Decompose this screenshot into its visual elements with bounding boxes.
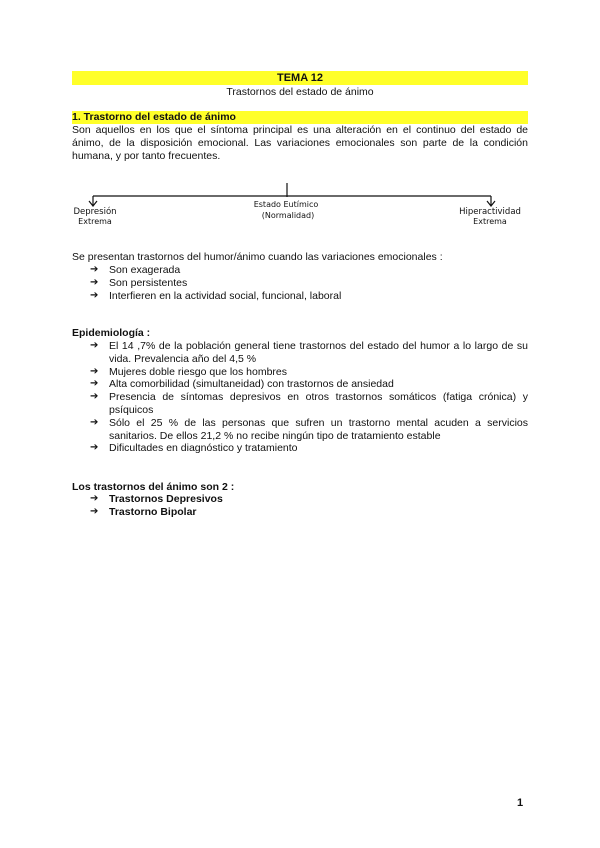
label-normality: (Normalidad): [261, 211, 315, 220]
list-item: ➔ Son persistentes: [90, 277, 528, 290]
list-item: ➔ Son exagerada: [90, 264, 528, 277]
mood-continuum-diagram: [0, 0, 600, 240]
epidemiology-heading: Epidemiología :: [72, 327, 151, 339]
variations-intro: Se presentan trastornos del humor/ánimo cuando las variaciones emocionales :: [72, 251, 443, 263]
list-item: ➔ Trastornos Depresivos: [90, 493, 390, 506]
list-item: ➔ El 14 ,7% de la población general tiene trastornos del estado del humor a lo largo de su vida. Prevalencia año del 4,5 %: [90, 340, 528, 366]
label-euthymic: Estado Eutímico: [253, 200, 319, 209]
disorder-types-list: [90, 493, 390, 519]
label-hyperactivity: Hiperactividad: [459, 207, 521, 217]
label-depression-extreme: Extrema: [78, 217, 112, 226]
document-subtitle: Trastornos del estado de ánimo: [226, 86, 374, 98]
list-item: ➔ Presencia de síntomas depresivos en otros trastornos somáticos (fatiga crónica) y psíquicos: [90, 391, 528, 417]
label-depression: Depresión: [73, 207, 117, 217]
list-item: ➔ Mujeres doble riesgo que los hombres: [90, 366, 528, 379]
list-item: ➔ Alta comorbilidad (simultaneidad) con trastornos de ansiedad: [90, 378, 528, 391]
variations-list: [90, 264, 528, 302]
page-number: 1: [517, 797, 524, 809]
intro-paragraph: Son aquellos en los que el síntoma principal es una alteración en el continuo del estado de ánimo, de la disposición emocional. Las variaciones emocionales son parte de la condición humana, y por tanto frecuentes.: [72, 124, 528, 162]
epidemiology-list: [90, 340, 528, 455]
document-title: TEMA 12: [72, 71, 528, 85]
list-item: ➔ Interfieren en la actividad social, funcional, laboral: [90, 290, 528, 303]
list-item: ➔ Sólo el 25 % de las personas que sufren un trastorno mental acuden a servicios sanitarios. De ellos 21,2 % no recibe ningún tipo de tratamiento estable: [90, 417, 528, 443]
disorder-types-heading: Los trastornos del ánimo son 2 :: [72, 481, 235, 493]
list-item: ➔ Trastorno Bipolar: [90, 506, 390, 519]
list-item: ➔ Dificultades en diagnóstico y tratamiento: [90, 442, 528, 455]
label-hyperactivity-extreme: Extrema: [473, 217, 507, 226]
section-heading: 1. Trastorno del estado de ánimo: [72, 111, 528, 124]
